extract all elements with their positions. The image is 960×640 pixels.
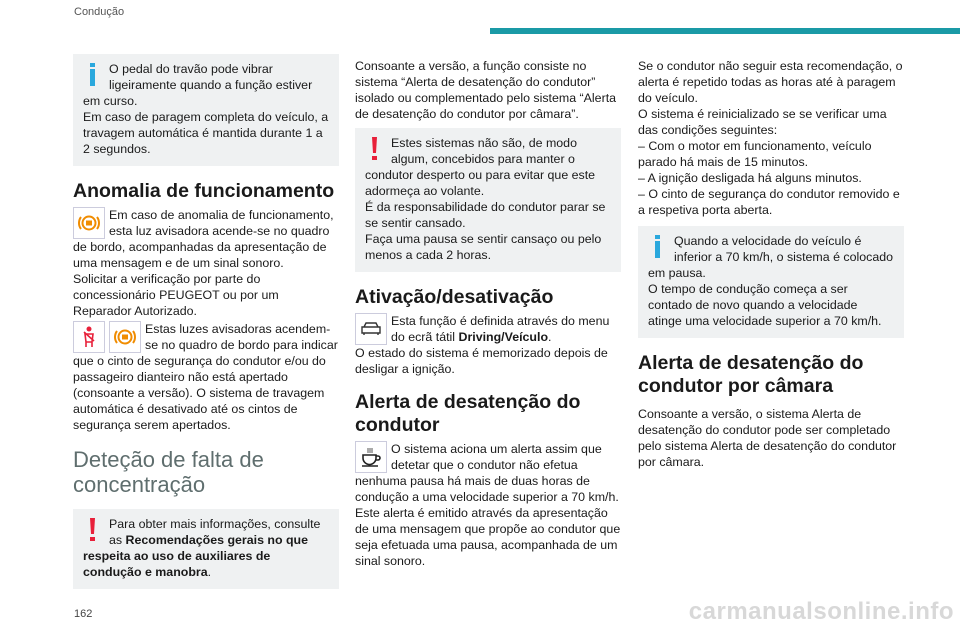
note-text: O pedal do travão pode vibrar ligeiramente quando a função estiver em curso. — [83, 62, 313, 108]
note-text: Para obter mais informações, consulte as Recomendações gerais no que respeita ao uso de auxiliares de condução e manobra. — [83, 517, 321, 579]
paragraph: O sistema aciona um alerta assim que detetar que o condutor não efetua nenhuma pausa há mais de duas horas de condução a uma velocidade superior a 70 km/h. — [355, 442, 619, 504]
column-2 — [355, 58, 621, 569]
header-accent-bar — [490, 28, 960, 34]
paragraph: Consoante a versão, a função consiste no sistema “Alerta de desatenção do condutor” isolado ou complementado pelo sistema “Alerta de desatenção do condutor por câmara”. — [355, 59, 617, 121]
heading-alerta: Alerta de desatenção do condutor — [355, 391, 581, 436]
column-3 — [638, 58, 904, 470]
info-icon — [85, 63, 101, 91]
paragraph: Em caso de anomalia de funcionamento, esta luz avisadora acende-se no quadro de bordo, acompanhadas da apresentação de uma mensagem e de um sinal sonoro. — [73, 208, 334, 270]
section-title: Deteção de falta de concentração — [73, 447, 264, 497]
paragraph: O estado do sistema é memorizado depois de desligar a ignição. — [355, 346, 608, 376]
paragraph: Este alerta é emitido através da apresentação de uma mensagem que propõe ao condutor que seja efetuada uma pausa, acompanhada de um sinal sonoro. — [355, 506, 621, 568]
note-text: O tempo de condução começa a ser contado de novo quando a velocidade atinge uma velocidade superior a 70 km/h. — [648, 282, 882, 328]
warning-icon — [85, 518, 101, 546]
warning-note — [355, 128, 621, 272]
heading-camera: Alerta de desatenção do condutor por câmara — [638, 352, 864, 397]
paragraph: O sistema é reinicializado se se verificar uma das condições seguintes: — [638, 107, 887, 137]
note-text: Quando a velocidade do veículo é inferior a 70 km/h, o sistema é colocado em pausa. — [648, 234, 894, 280]
car-icon — [355, 313, 387, 345]
column-1 — [73, 54, 339, 603]
heading-ativacao: Ativação/desativação — [355, 286, 554, 308]
note-text: É da responsabilidade do condutor parar se se sentir cansado. — [365, 200, 606, 230]
paragraph: Solicitar a verificação por parte do concessionário PEUGEOT ou por um Reparador Autorizado. — [73, 272, 279, 318]
coffee-cup-icon — [355, 441, 387, 473]
seatbelt-warning-icon — [73, 321, 105, 353]
info-icon — [650, 235, 666, 263]
note-text: Estes sistemas não são, de modo algum, concebidos para manter o condutor desperto ou para evitar que este adormeça ao volante. — [365, 136, 596, 198]
list-item: – Com o motor em funcionamento, veículo parado há mais de 15 minutos. — [638, 139, 872, 169]
watermark: carmanualsonline.info — [688, 598, 954, 625]
brake-warning-icon — [109, 321, 141, 353]
paragraph: Estas luzes avisadoras acendem-se no quadro de bordo para indicar que o cinto de segurança do condutor e/ou do passageiro dianteiro não está apertado (consoante a versão). O sistema de travagem automática é desativado até os cintos de segurança serem apertados. — [73, 322, 338, 432]
paragraph: Esta função é definida através do menu do ecrã tátil Driving/Veículo. — [391, 314, 610, 344]
paragraph: Consoante a versão, o sistema Alerta de desatenção do condutor pode ser completado pelo sistema Alerta de desatenção do condutor por câmara. — [638, 407, 897, 469]
paragraph: Se o condutor não seguir esta recomendação, o alerta é repetido todas as horas até à paragem do veículo. — [638, 59, 903, 105]
heading-anomalia: Anomalia de funcionamento — [73, 180, 335, 202]
list-item: – A ignição desligada há alguns minutos. — [638, 171, 862, 185]
brake-warning-icon — [73, 207, 105, 239]
list-item: – O cinto de segurança do condutor removido e a respetiva porta aberta. — [638, 187, 900, 217]
page-number: 162 — [74, 608, 93, 620]
running-header: Condução — [74, 6, 125, 18]
note-text: Em caso de paragem completa do veículo, a travagem automática é mantida durante 1 a 2 segundos. — [83, 110, 329, 156]
info-note — [638, 226, 904, 338]
warning-note — [73, 509, 339, 589]
warning-icon — [367, 137, 383, 165]
note-text: Faça uma pausa se sentir cansaço ou pelo menos a cada 2 horas. — [365, 232, 602, 262]
info-note — [73, 54, 339, 166]
